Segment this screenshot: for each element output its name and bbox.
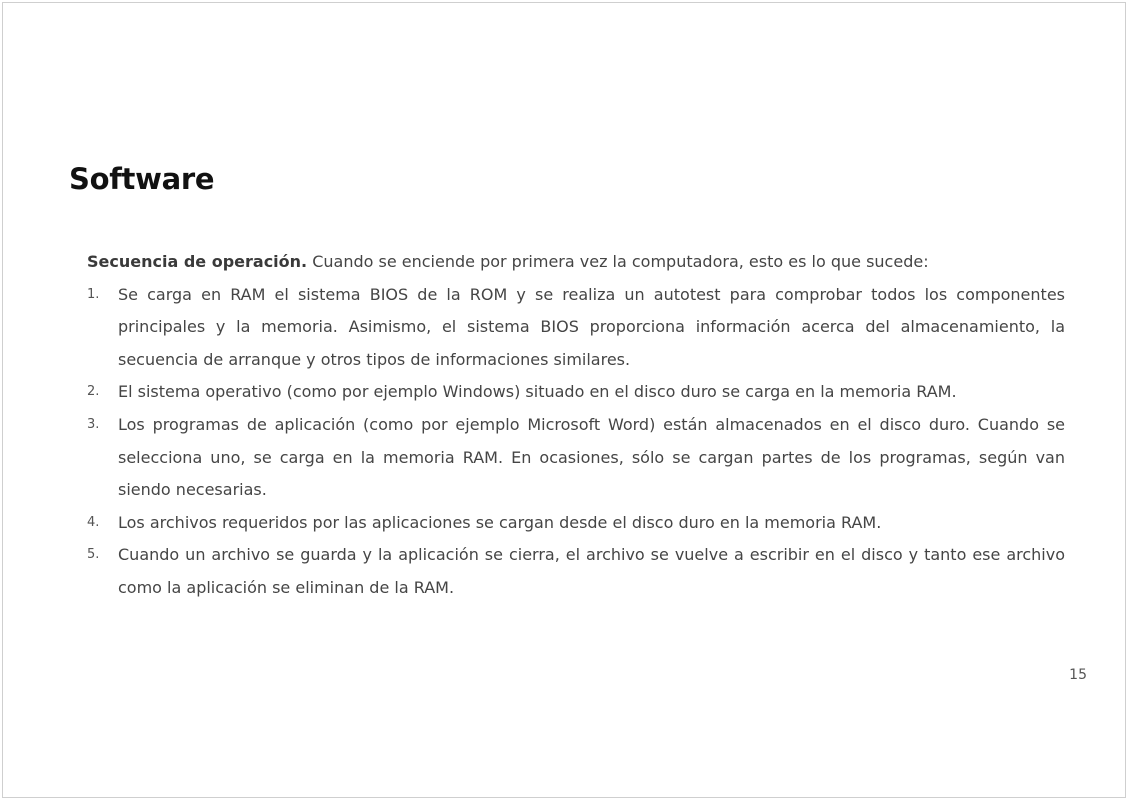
intro-paragraph: [87, 246, 1065, 279]
list-item-text: Se carga en RAM el sistema BIOS de la ROM y se realiza un autotest para comprobar todos los componentes principales y la memoria. Asimismo, el sistema BIOS proporciona información acerca del almacenamiento, la secuencia de arranque y otros tipos de informaciones similares.: [118, 284, 1065, 369]
list-item-number: 1.: [87, 286, 100, 302]
page-title: Software: [69, 162, 215, 196]
steps-list: [87, 279, 1065, 605]
list-item-number: 5.: [87, 547, 100, 563]
content-body: [87, 246, 1065, 605]
intro-text: Cuando se enciende por primera vez la computadora, esto es lo que sucede:: [307, 252, 929, 271]
list-item: [87, 279, 1065, 377]
list-item: [87, 539, 1065, 604]
list-item-number: 2.: [87, 384, 100, 400]
page-number: 15: [1069, 667, 1087, 683]
list-item-text: Los programas de aplicación (como por ejemplo Microsoft Word) están almacenados en el disco duro. Cuando se selecciona uno, se carga en la memoria RAM. En ocasiones, sólo se cargan partes de los programas, según van siendo necesarias.: [118, 414, 1065, 500]
list-item-text: El sistema operativo (como por ejemplo Windows) situado en el disco duro se carga en la memoria RAM.: [118, 382, 957, 402]
intro-lead: Secuencia de operación.: [87, 252, 308, 271]
list-item: [87, 507, 1065, 540]
slide: [2, 2, 1126, 798]
list-item: [87, 409, 1065, 507]
list-item-text: Los archivos requeridos por las aplicaciones se cargan desde el disco duro en la memoria RAM.: [118, 512, 882, 532]
list-item-number: 4.: [87, 514, 100, 530]
list-item: [87, 376, 1065, 409]
list-item-text: Cuando un archivo se guarda y la aplicación se cierra, el archivo se vuelve a escribir en el disco y tanto ese archivo como la aplicación se eliminan de la RAM.: [118, 545, 1065, 597]
list-item-number: 3.: [87, 416, 100, 432]
